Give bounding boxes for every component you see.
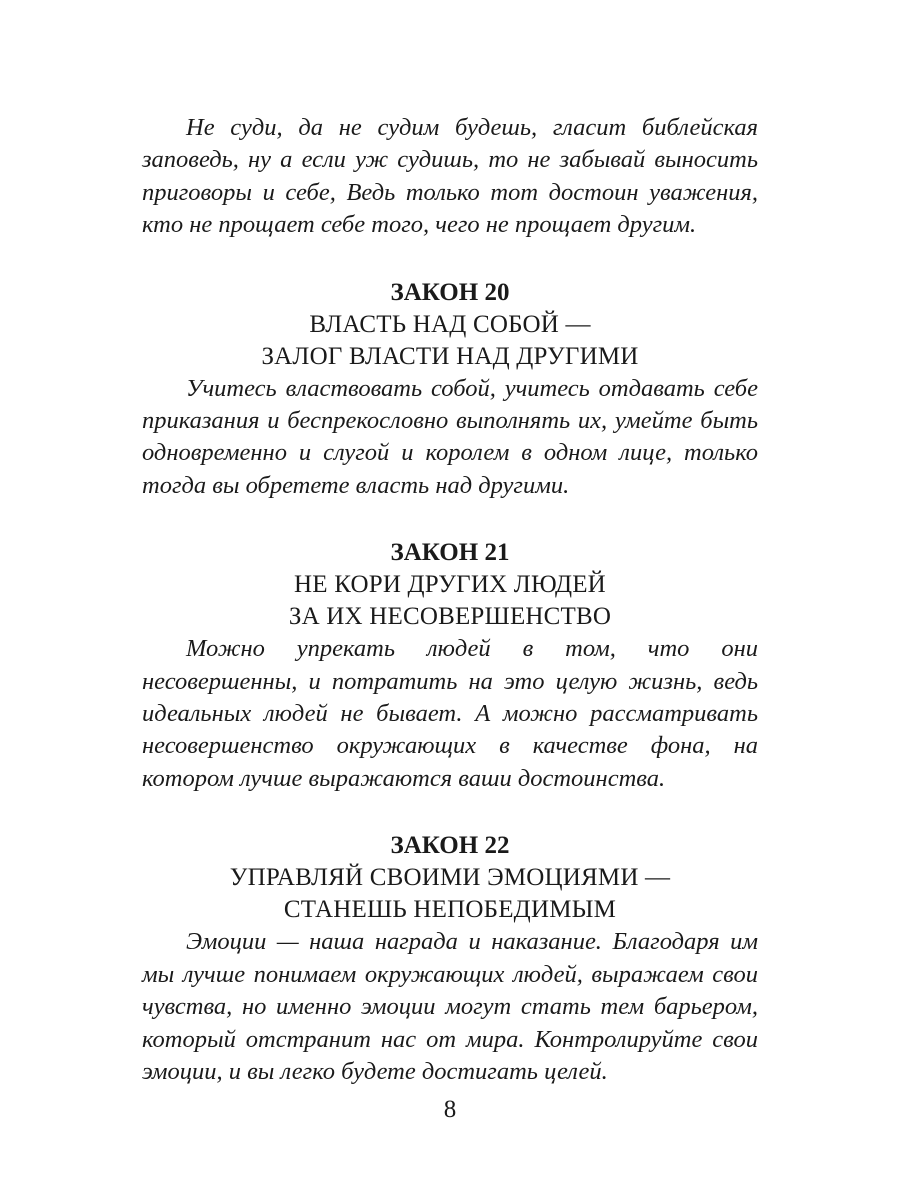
- law-line: котором лучше выражаются ваши достоинства.: [142, 764, 666, 792]
- law-number: ЗАКОН 21: [390, 539, 510, 567]
- law-title-line: ВЛАСТЬ НАД СОБОЙ —: [309, 310, 591, 338]
- intro-paragraph: [142, 112, 758, 242]
- law-line: несовершенство окружающих в качестве фона, на: [142, 732, 758, 760]
- law-number: ЗАКОН 22: [390, 832, 510, 860]
- page-number: 8: [443, 1096, 457, 1123]
- law-line: тогда вы обретете власть над другими.: [142, 471, 570, 499]
- law-title-line: НЕ КОРИ ДРУГИХ ЛЮДЕЙ: [294, 571, 606, 599]
- law-title-line: УПРАВЛЯЙ СВОИМИ ЭМОЦИЯМИ —: [229, 864, 671, 892]
- law-section-22: [142, 830, 758, 1088]
- law-section-20: [142, 277, 758, 503]
- law-line: Учитесь властвовать собой, учитесь отдавать себе: [186, 374, 758, 402]
- law-line: приказания и беспрекословно выполнять их, умейте быть: [142, 407, 758, 435]
- law-line: несовершенны, и потратить на это целую жизнь, ведь: [142, 667, 758, 695]
- law-line: который отстранит нас от мира. Контролируйте свои: [142, 1025, 758, 1053]
- law-title-line: ЗА ИХ НЕСОВЕРШЕНСТВО: [288, 603, 612, 631]
- law-line: мы лучше понимаем окружающих людей, выражаем свои: [142, 960, 758, 988]
- law-section-21: [142, 537, 758, 795]
- law-paragraph: [142, 926, 758, 1088]
- intro-line: заповедь, ну а если уж судишь, то не забывай выносить: [142, 146, 758, 174]
- law-number: ЗАКОН 20: [390, 278, 510, 306]
- law-line: эмоции, и вы легко будете достигать целей.: [142, 1057, 608, 1085]
- law-paragraph: [142, 373, 758, 503]
- intro-line: приговоры и себе, Ведь только тот достоин уважения,: [142, 178, 758, 206]
- law-line: чувства, но именно эмоции могут стать тем барьером,: [142, 993, 758, 1021]
- law-paragraph: [142, 633, 758, 795]
- intro-line: Не суди, да не судим будешь, гласит библейская: [186, 114, 758, 141]
- intro-line: кто не прощает себе того, чего не прощает другим.: [142, 211, 697, 239]
- law-line: Эмоции — наша награда и наказание. Благодаря им: [186, 928, 758, 956]
- law-line: Можно упрекать людей в том, что они: [186, 635, 758, 663]
- law-line: идеальных людей не бывает. А можно рассматривать: [142, 700, 758, 728]
- page-body: [142, 112, 758, 1088]
- law-line: одновременно и слугой и королем в одном лице, только: [142, 439, 758, 467]
- law-title-line: СТАНЕШЬ НЕПОБЕДИМЫМ: [283, 896, 617, 924]
- law-title-line: ЗАЛОГ ВЛАСТИ НАД ДРУГИМИ: [261, 342, 639, 370]
